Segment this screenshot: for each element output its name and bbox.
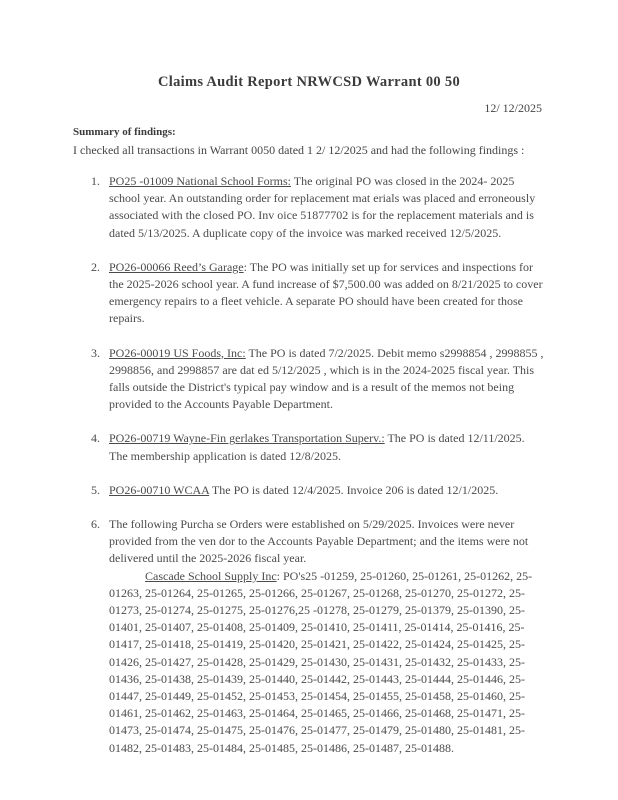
finding-item (73, 482, 545, 499)
vendor-name: Cascade School Supply Inc (145, 568, 277, 583)
finding-text: The PO is dated 12/11/2025. The membership application is dated 12/8/2025. (109, 431, 525, 463)
finding-text: The original PO was closed in the 2024- 2025 school year. An outstanding order for replacement mat erials was placed and erroneously associated with the closed PO. Inv oice 51877702 is for the replacement materials and is dated 5/13/2025. A duplicate copy of the invoice was marked received 12/5/2025. (109, 174, 536, 240)
finding-reference: PO26-00719 Wayne-Fin gerlakes Transportation Superv.: (109, 431, 385, 446)
vendor-po-block (109, 568, 545, 757)
finding-reference: PO26-00066 Reed’s Garage (109, 259, 244, 274)
finding-text: The PO is dated 7/2/2025. Debit memo s2998854 , 2998855 , 2998856, and 2998857 are dat ed 5/12/2025 , which is in the 2024-2025 fiscal year. This falls outside the District's typical pay window and is a result of the memos not being provided to the Accounts Payable Department. (109, 345, 544, 412)
finding-number: 4. (91, 431, 100, 446)
report-date: 12/ 12/2025 (484, 101, 542, 115)
finding-number: 1. (91, 174, 100, 188)
finding-number: 5. (91, 482, 100, 497)
finding-item (73, 345, 545, 414)
finding-text: : The PO was initially set up for services and inspections for the 2025-2026 school year. A fund increase of $7,500.00 was added on 8/21/2025 to cover emergency repairs to a fleet vehicle. A separate PO should have been created for those repairs. (109, 259, 543, 326)
finding-reference: PO26-00710 WCAA (109, 482, 210, 497)
finding-number: 6. (91, 517, 100, 532)
po-numbers: : PO's25 -01259, 25-01260, 25-01261, 25-01262, 25-01263, 25-01264, 25-01265, 25-01266, 25-01267, 25-01268, 25-01270, 25-01272, 25-01273, 25-01274, 25-01275, 25-01276,25 -01278, 25-01279, 25-01379, 25-01390, 25-01401, 25-01407, 25-01408, 25-01409, 25-01410, 25-01411, 25-01414, 25-01416, 25-01417, 25-01418, 25-01419, 25-01420, 25-01421, 25-01422, 25-01424, 25-01425, 25-01426, 25-01427, 25-01428, 25-01429, 25-01430, 25-01431, 25-01432, 25-01433, 25-01436, 25-01438, 25-01439, 25-01440, 25-01442, 25-01443, 25-01444, 25-01446, 25-01447, 25-01449, 25-01452, 25-01453, 25-01454, 25-01455, 25-01458, 25-01460, 25-01461, 25-01462, 25-01463, 25-01464, 25-01465, 25-01466, 25-01468, 25-01471, 25-01473, 25-01474, 25-01475, 25-01476, 25-01477, 25-01479, 25-01480, 25-01481, 25-01482, 25-01483, 25-01484, 25-01485, 25-01486, 25-01487, 25-01488. (109, 568, 533, 755)
finding-text: The PO is dated 12/4/2025. Invoice 206 is dated 12/1/2025. (209, 482, 499, 497)
po-list (109, 568, 545, 757)
intro-paragraph: I checked all transactions in Warrant 0050 dated 1 2/ 12/2025 and had the following findings : (73, 143, 525, 157)
findings-list (73, 173, 545, 774)
finding-item (73, 259, 545, 328)
finding-number: 3. (91, 345, 100, 360)
finding-reference: PO26-00019 US Foods, Inc: (109, 345, 246, 360)
finding-reference: PO25 -01009 National School Forms: (109, 174, 291, 188)
report-title: Claims Audit Report NRWCSD Warrant 00 50 (157, 74, 461, 90)
finding-item (73, 173, 545, 242)
summary-heading: Summary of findings: (73, 126, 176, 138)
finding-number: 2. (91, 259, 100, 274)
finding-text: The following Purcha se Orders were established on 5/29/2025. Invoices were never provided from the ven dor to the Accounts Payable Department; and the items were not delivered until the 2025-2026 fiscal year. (109, 517, 529, 566)
finding-item (73, 430, 545, 464)
finding-item (73, 516, 545, 757)
